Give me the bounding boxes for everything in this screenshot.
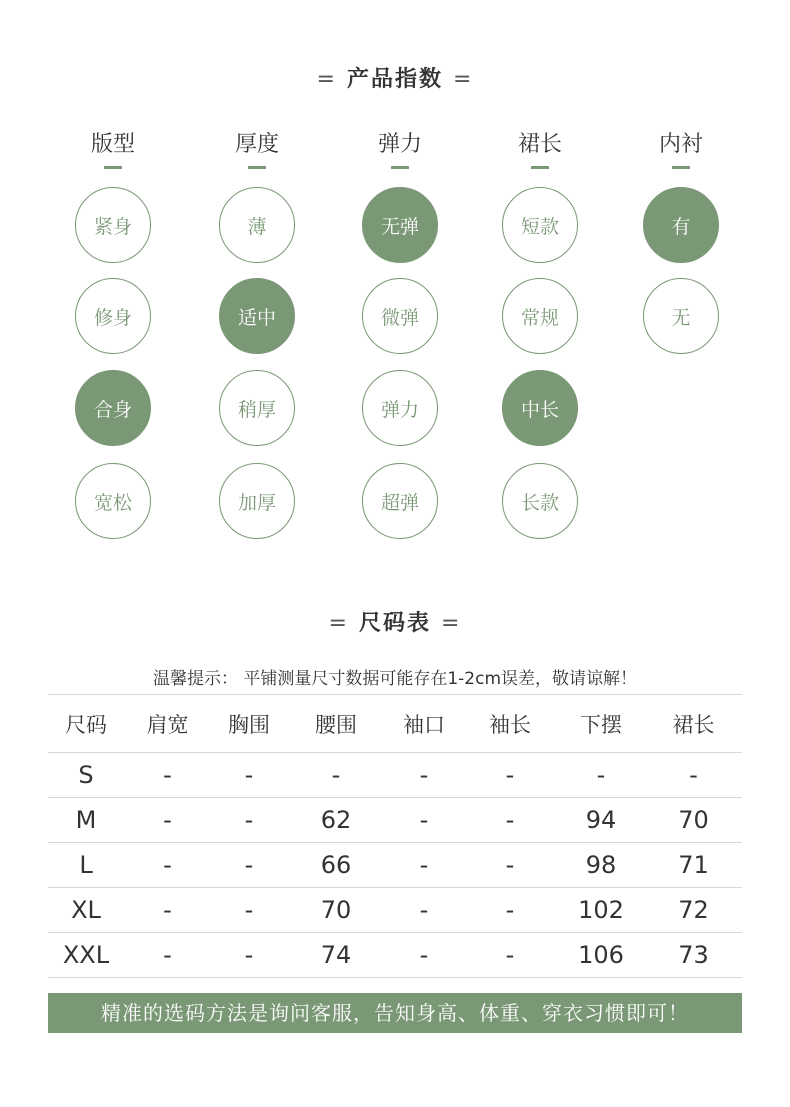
table-cell: 71 [678,851,709,879]
size-table-header-cell: 尺码 [65,712,107,737]
index-option: 弹力 [362,370,438,446]
index-option: 紧身 [75,187,151,263]
table-cell: - [244,806,254,834]
index-option-selected: 有 [643,187,719,263]
table-cell: 70 [320,896,352,924]
index-option: 修身 [75,278,151,354]
table-cell: 98 [585,851,617,879]
table-cell: 106 [578,941,624,969]
index-column [350,130,450,514]
size-chart-title-text: 尺码表 [358,611,431,636]
table-cell: S [78,761,94,789]
table-cell: - [244,941,254,969]
title-deco-left: = [316,67,337,92]
table-row [48,843,742,888]
table-cell: - [505,941,515,969]
table-cell: - [596,761,606,789]
index-option: 短款 [502,187,578,263]
table-cell: L [79,851,93,879]
index-column-header: 内衬 [658,132,703,157]
index-column-header: 弹力 [377,132,422,157]
table-cell: - [689,761,698,789]
index-column [207,130,307,514]
index-option: 薄 [219,187,295,263]
table-cell: 72 [678,896,709,924]
table-cell: 73 [678,941,709,969]
table-cell: M [75,806,97,834]
table-cell: - [163,851,172,879]
table-cell: - [419,806,429,834]
measurement-tip: 温馨提示： 平铺测量尺寸数据可能存在1-2cm误差，敬请谅解！ [152,669,638,689]
index-option: 宽松 [75,463,151,539]
table-cell: - [419,851,429,879]
index-column [63,130,163,514]
table-row [48,753,742,798]
table-cell: 66 [320,851,352,879]
table-cell: - [163,896,172,924]
table-cell: - [163,941,172,969]
index-option: 稍厚 [219,370,295,446]
header-underline [248,166,266,169]
title-deco-right: = [453,67,474,92]
product-index-title [0,62,790,93]
size-advice-banner: 精准的选码方法是询问客服，告知身高、体重、穿衣习惯即可！ [48,993,742,1033]
header-underline [104,166,122,169]
index-column-header: 厚度 [234,132,279,157]
table-cell: 94 [585,806,617,834]
size-table [48,694,742,978]
table-cell: - [505,851,515,879]
index-option-selected: 无弹 [362,187,438,263]
table-row [48,933,742,978]
table-cell: - [505,806,515,834]
index-option: 超弹 [362,463,438,539]
table-cell: - [244,851,254,879]
size-table-header-cell: 裙长 [672,712,715,737]
index-column [490,130,590,514]
index-option: 常规 [502,278,578,354]
size-table-header-cell: 袖长 [489,712,531,737]
index-option-selected: 中长 [502,370,578,446]
table-cell: - [419,896,429,924]
header-underline [531,166,549,169]
table-cell: XL [71,896,101,924]
size-table-header-cell: 肩宽 [146,712,189,737]
size-table-header-row [48,695,742,753]
table-row [48,888,742,933]
product-index-title-text: 产品指数 [346,67,443,92]
index-option: 微弹 [362,278,438,354]
title-deco-right: = [441,611,462,636]
table-cell: - [331,761,341,789]
table-cell: - [505,896,515,924]
index-option-selected: 适中 [219,278,295,354]
table-cell: 74 [320,941,352,969]
table-cell: - [419,941,429,969]
index-option: 加厚 [219,463,295,539]
table-cell: - [163,761,172,789]
table-row [48,798,742,843]
header-underline [672,166,690,169]
size-table-header-cell: 胸围 [228,712,270,737]
table-cell: - [244,896,254,924]
table-cell: - [244,761,254,789]
table-cell: - [163,806,172,834]
index-column-header: 版型 [90,132,135,157]
index-column [631,130,731,329]
table-cell: - [505,761,515,789]
header-underline [391,166,409,169]
size-table-header-cell: 腰围 [315,712,357,737]
size-table-header-cell: 袖口 [403,712,445,737]
size-table-header-cell: 下摆 [580,712,622,737]
index-option-selected: 合身 [75,370,151,446]
table-cell: 70 [678,806,709,834]
size-chart-title [0,606,790,637]
index-option: 长款 [502,463,578,539]
index-column-header: 裙长 [517,132,562,157]
table-cell: - [419,761,429,789]
title-deco-left: = [328,611,349,636]
index-option: 无 [643,278,719,354]
table-cell: 62 [320,806,352,834]
table-cell: XXL [62,941,110,969]
table-cell: 102 [578,896,624,924]
